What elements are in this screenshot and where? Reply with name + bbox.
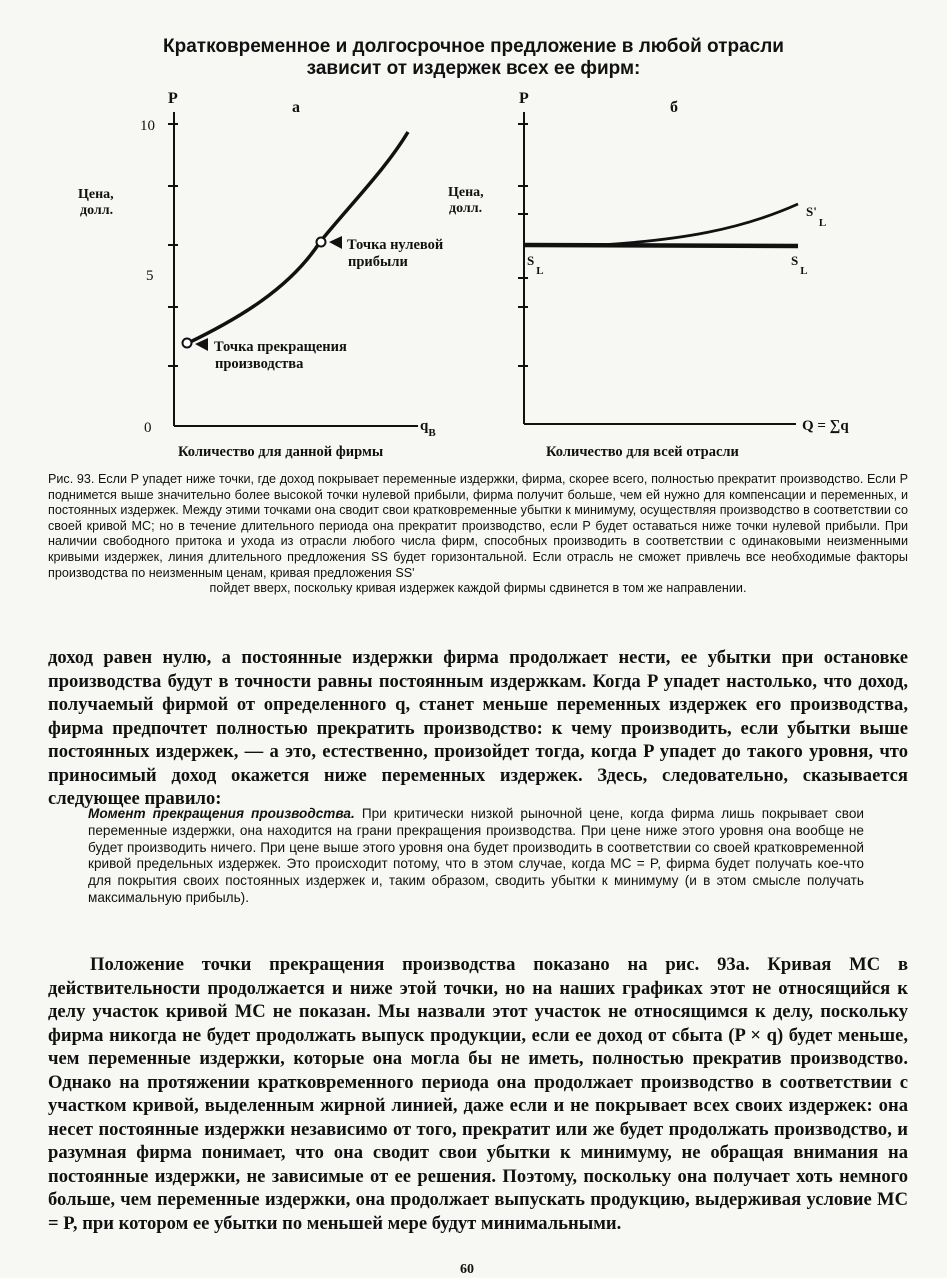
panel-b-y-axis-label: P	[519, 90, 529, 107]
panel-b-x-axis-label: Q = ∑q	[802, 418, 849, 434]
panel-b-y-title-1: Цена,	[448, 185, 484, 200]
body-paragraph-2	[48, 953, 908, 1235]
panel-b	[448, 90, 849, 460]
panel-a	[78, 90, 443, 460]
panel-a-x-axis-sub: В	[428, 427, 436, 439]
shutdown-rule-text: При критически низкой рыночной цене, когда фирма лишь покрывает свои переменные издержки, она находится на грани прекращения производства. При цене ниже этого уровня она вообще не будет производить ничего. При цене выше этого уровня она будет производить в соответствии со своей кратковременной кривой предельных издержек. Это происходит потому, что в этом случае, когда MC = P, фирма будет получать кое-что для покрытия своих постоянных издержек и, таким образом, сводить убытки к минимуму (и в этом смысле получать максимальную прибыль).	[88, 806, 864, 905]
panel-b-y-title-2: долл.	[449, 201, 483, 216]
panel-a-x-axis-label	[420, 418, 436, 439]
figure-caption	[48, 472, 908, 597]
figure-title	[0, 36, 947, 80]
figure-title-line-1: Кратковременное и долгосрочное предложение в любой отрасли	[163, 36, 784, 57]
panel-a-y-title-1: Цена,	[78, 187, 114, 202]
shutdown-label-1: Точка прекращения	[214, 339, 347, 355]
ss-prime-label: $S'_L$	[806, 204, 827, 229]
figure-caption-main: Рис. 93. Если P упадет ниже точки, где доход покрывает переменные издержки, фирма, скорее всего, полностью прекратит производство. Если P поднимется выше значительно более высокой точки нулевой прибыли, фирма получит больше, чем ей нужно для компенсации и переменных, и постоянных издержек. Между этими точками она сводит свои кратковременные убытки к минимуму, осуществляя производство в соответствии со своей кривой MC; но в течение длительного периода она прекратит производство, если P будет оставаться ниже точки нулевой прибыли. При наличии свободного притока и ухода из отрасли любого числа фирм, способных производить в соответствии с одинаковыми неизменными кривыми издержек, линия длительного предложения SS будет горизонтальной. Если отрасль не сможет привлечь все необходимые факторы производства по неизменным ценам, кривая предложения SS'	[48, 472, 908, 580]
figure-caption-last-line: пойдет вверх, поскольку кривая издержек каждой фирмы сдвинется в том же направлении.	[209, 581, 747, 596]
panel-a-tick-0: 0	[144, 420, 152, 436]
body-paragraph-1: доход равен нулю, а постоянные издержки фирма продолжает нести, ее убытки при остановке производства будут в точности равны постоянным издержкам. Когда P упадет настолько, что доход, получаемый фирмой от определенного q, станет меньше переменных издержек его производства, фирма предпочтет полностью прекратить производство: к чему производить, если убытки выше постоянных издержек, — а это, естественно, произойдет тогда, когда P упадет до такого уровня, что приносимый доход окажется ниже переменных издержек. Здесь, следовательно, сказывается следующее правило:	[48, 647, 908, 809]
panel-a-y-axis-label: P	[168, 90, 178, 107]
figure-93	[0, 80, 947, 472]
body-paragraph-2-text: Положение точки прекращения производства показано на рис. 93а. Кривая MC в действительности продолжается и ниже этой точки, но на наших графиках этот не относящийся к делу участок кривой MC не показан. Мы назвали этот участок не относящимся к делу, поскольку фирма никогда не будет продолжать выпуск продукции, если ее доход от сбыта (P × q) будет меньше, чем переменные издержки, которые она могла бы не иметь, полностью прекратив производство. Однако на протяжении кратковременного периода она продолжает производство в соответствии с участком кривой, выделенным жирной линией, даже если и не покрывает всех своих издержек: она несет постоянные издержки независимо от того, прекратит или же будет продолжать производство, и разумная фирма понимает, что она сводит свои убытки к минимуму, не обращая внимания на постоянные издержки, не зависимые от ее решения. Поэтому, поскольку она получает хоть немного больше, чем переменные издержки, она продолжает выпускать продукцию, выдерживая условие MC = P, при котором ее убытки по меньшей мере будут минимальными.	[48, 954, 908, 1234]
figure-title-line-2: зависит от издержек всех ее фирм:	[306, 58, 641, 79]
ss-long-run-line	[524, 245, 798, 246]
panel-a-tick-5: 5	[146, 268, 154, 284]
panel-a-y-title-2: долл.	[80, 203, 114, 218]
panel-a-x-axis-q: q	[420, 418, 429, 434]
zero-profit-label-2: прибыли	[348, 254, 408, 270]
shutdown-point	[183, 339, 192, 348]
ss-prime-curve	[600, 204, 798, 245]
zero-profit-arrow-icon	[329, 236, 342, 249]
panel-b-letter: б	[670, 99, 678, 116]
shutdown-rule-box	[88, 806, 864, 907]
zero-profit-point	[317, 238, 326, 247]
panel-a-x-caption: Количество для данной фирмы	[178, 444, 384, 460]
page-number: 60	[460, 1262, 474, 1277]
ss-right-label: $S_L$	[791, 253, 808, 277]
ss-left-label: $S_L$	[527, 253, 544, 277]
shutdown-rule-heading: Момент прекращения производства.	[88, 806, 355, 821]
panel-a-letter: а	[292, 99, 300, 116]
zero-profit-label-1: Точка нулевой	[347, 237, 444, 253]
shutdown-label-2: производства	[215, 356, 304, 372]
panel-b-x-caption: Количество для всей отрасли	[546, 444, 739, 460]
panel-a-tick-10: 10	[140, 118, 155, 134]
